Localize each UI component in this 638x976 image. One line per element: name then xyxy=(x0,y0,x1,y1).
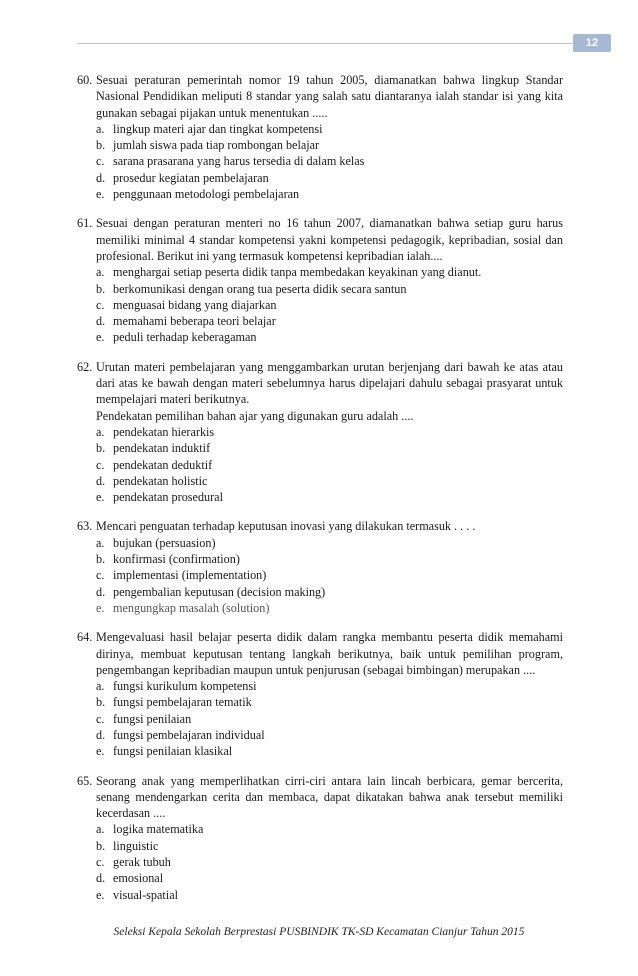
answer-option xyxy=(96,821,563,837)
option-text: fungsi penilaian xyxy=(113,711,192,726)
option-letter: d. xyxy=(96,871,106,886)
option-letter: c. xyxy=(96,297,105,312)
answer-option xyxy=(96,121,563,137)
answer-option xyxy=(96,329,563,345)
option-text: pendekatan prosedural xyxy=(113,490,223,505)
question-list xyxy=(77,72,563,916)
option-text: peduli terhadap keberagaman xyxy=(113,330,257,345)
option-text: pengembalian keputusan (decision making) xyxy=(113,584,326,599)
option-letter: c. xyxy=(96,457,105,472)
option-letter: c. xyxy=(96,154,105,169)
answer-option xyxy=(96,457,563,473)
option-text: visual-spatial xyxy=(113,887,178,902)
option-letter: e. xyxy=(96,490,105,505)
answer-option xyxy=(96,838,563,854)
question-text xyxy=(96,518,563,534)
option-letter: e. xyxy=(96,887,105,902)
question-paragraph: Mencari penguatan terhadap keputusan inovasi yang dilakukan termasuk . . . . xyxy=(96,519,476,534)
question-number: 60. xyxy=(77,73,93,87)
question-paragraph: Mengevaluasi hasil belajar peserta didik dalam rangka membantu peserta didik memahami dirinya, membuat keputusan tentang langkah berikutnya, baik untuk pemilihan program, pengembangan kepribadian maupun untuk penjurusan (sebagai bimbingan) merupakan .... xyxy=(96,630,563,677)
option-text: implementasi (implementation) xyxy=(113,568,267,583)
question-paragraph: Urutan materi pembelajaran yang menggambarkan urutan berjenjang dari bawah ke atas atau dari atas ke bawah dengan materi sebelumnya harus dipelajari dahulu sebagai prasyarat untuk mempelajari materi berikutnya. xyxy=(96,359,563,407)
answer-option xyxy=(96,727,563,743)
option-letter: a. xyxy=(96,265,105,280)
question-stem xyxy=(77,629,563,678)
option-letter: a. xyxy=(96,679,105,694)
question-item xyxy=(77,359,563,506)
question-item xyxy=(77,215,563,345)
answer-option xyxy=(96,313,563,329)
answer-option xyxy=(96,551,563,567)
answer-option xyxy=(96,870,563,886)
answer-option xyxy=(96,424,563,440)
option-text: sarana prasarana yang harus tersedia di dalam kelas xyxy=(113,154,365,169)
option-text: memahami beberapa teori belajar xyxy=(113,314,276,329)
option-letter: d. xyxy=(96,727,106,742)
option-letter: b. xyxy=(96,281,106,296)
page-number-badge: 12 xyxy=(573,34,611,52)
answer-option xyxy=(96,137,563,153)
option-text: emosional xyxy=(113,871,164,886)
question-stem xyxy=(77,518,563,534)
page-footer: Seleksi Kepala Sekolah Berprestasi PUSBINDIK TK-SD Kecamatan Cianjur Tahun 2015 xyxy=(113,926,525,938)
question-item xyxy=(77,72,563,202)
answer-option xyxy=(96,678,563,694)
option-letter: a. xyxy=(96,822,105,837)
answer-option xyxy=(96,186,563,202)
option-text: pendekatan induktif xyxy=(113,441,211,456)
question-text xyxy=(96,629,563,678)
option-text: fungsi pembelajaran tematik xyxy=(113,695,252,710)
answer-options xyxy=(77,535,563,616)
answer-options xyxy=(77,264,563,345)
option-letter: b. xyxy=(96,838,106,853)
question-stem xyxy=(77,359,563,424)
option-letter: b. xyxy=(96,695,106,710)
question-text xyxy=(96,215,563,264)
option-text: pendekatan holistic xyxy=(113,473,208,488)
option-text: linguistic xyxy=(113,838,159,853)
question-paragraph: Seorang anak yang memperlihatkan cirri-ciri antara lain lincah berbicara, gemar bercerita, senang mendengarkan cerita dan membaca, dapat dikatakan bahwa anak tersebut memiliki kecerdasan .... xyxy=(96,773,563,821)
answer-option xyxy=(96,535,563,551)
answer-options xyxy=(77,821,563,902)
question-stem xyxy=(77,72,563,121)
question-item xyxy=(77,629,563,759)
question-paragraph: Pendekatan pemilihan bahan ajar yang digunakan guru adalah .... xyxy=(96,408,414,423)
answer-options xyxy=(77,424,563,505)
answer-option xyxy=(96,743,563,759)
option-text: menghargai setiap peserta didik tanpa membedakan keyakinan yang dianut. xyxy=(113,265,482,280)
answer-options xyxy=(77,121,563,202)
option-text: menguasai bidang yang diajarkan xyxy=(113,297,277,312)
answer-option xyxy=(96,854,563,870)
option-letter: a. xyxy=(96,424,105,439)
option-text: logika matematika xyxy=(113,822,204,837)
question-text xyxy=(96,72,563,121)
question-number: 61. xyxy=(77,216,93,231)
option-text: bujukan (persuasion) xyxy=(113,535,216,550)
answer-option xyxy=(96,440,563,456)
answer-option xyxy=(96,600,563,616)
option-letter: b. xyxy=(96,138,106,153)
answer-option xyxy=(96,473,563,489)
answer-option xyxy=(96,281,563,297)
option-text: gerak tubuh xyxy=(113,855,171,870)
option-letter: e. xyxy=(96,600,105,615)
option-text: berkomunikasi dengan orang tua peserta didik secara santun xyxy=(113,281,407,296)
answer-option xyxy=(96,711,563,727)
option-letter: d. xyxy=(96,473,106,488)
question-number: 63. xyxy=(77,519,93,534)
question-number: 65. xyxy=(77,773,93,788)
option-text: fungsi kurikulum kompetensi xyxy=(113,679,257,694)
option-text: penggunaan metodologi pembelajaran xyxy=(113,187,300,202)
question-number: 62. xyxy=(77,359,93,374)
question-item xyxy=(77,773,563,903)
question-item xyxy=(77,518,563,616)
question-paragraph: Sesuai dengan peraturan menteri no 16 tahun 2007, diamanatkan bahwa setiap guru harus memiliki minimal 4 standar kompetensi yakni kompetensi pedagogik, kepribadian, sosial dan profesional. Berikut ini yang termasuk kompetensi kepribadian ialah.... xyxy=(96,216,563,263)
option-letter: c. xyxy=(96,855,105,870)
question-stem xyxy=(77,215,563,264)
question-number: 64. xyxy=(77,630,93,645)
option-letter: a. xyxy=(96,121,105,136)
question-text xyxy=(96,359,563,424)
answer-option xyxy=(96,170,563,186)
option-letter: b. xyxy=(96,441,106,456)
question-paragraph: Sesuai peraturan pemerintah nomor 19 tahun 2005, diamanatkan bahwa lingkup Standar Nasional Pendidikan meliputi 8 standar yang salah satu diantaranya ialah standar isi yang kita gunakan sebagai pijakan untuk menentukan ..... xyxy=(96,73,563,120)
option-letter: c. xyxy=(96,568,105,583)
option-text: mengungkap masalah (solution) xyxy=(113,600,270,615)
answer-option xyxy=(96,694,563,710)
option-text: fungsi penilaian klasikal xyxy=(113,744,233,759)
option-letter: d. xyxy=(96,170,106,185)
page-header xyxy=(77,34,611,52)
option-letter: e. xyxy=(96,187,105,202)
answer-option xyxy=(96,264,563,280)
option-letter: e. xyxy=(96,330,105,345)
question-stem xyxy=(77,773,563,822)
option-text: jumlah siswa pada tiap rombongan belajar xyxy=(113,138,320,153)
option-letter: d. xyxy=(96,584,106,599)
option-text: prosedur kegiatan pembelajaran xyxy=(113,170,269,185)
option-letter: d. xyxy=(96,314,106,329)
option-letter: b. xyxy=(96,552,106,567)
option-text: pendekatan hierarkis xyxy=(113,424,215,439)
answer-option xyxy=(96,567,563,583)
option-text: fungsi pembelajaran individual xyxy=(113,727,265,742)
answer-option xyxy=(96,153,563,169)
option-letter: a. xyxy=(96,535,105,550)
option-letter: c. xyxy=(96,711,105,726)
answer-option xyxy=(96,297,563,313)
question-text xyxy=(96,773,563,822)
answer-option xyxy=(96,887,563,903)
header-rule xyxy=(77,43,611,44)
answer-options xyxy=(77,678,563,759)
option-text: konfirmasi (confirmation) xyxy=(113,552,240,567)
answer-option xyxy=(96,584,563,600)
option-text: pendekatan deduktif xyxy=(113,457,213,472)
answer-option xyxy=(96,489,563,505)
option-text: lingkup materi ajar dan tingkat kompetensi xyxy=(113,121,323,136)
option-letter: e. xyxy=(96,744,105,759)
